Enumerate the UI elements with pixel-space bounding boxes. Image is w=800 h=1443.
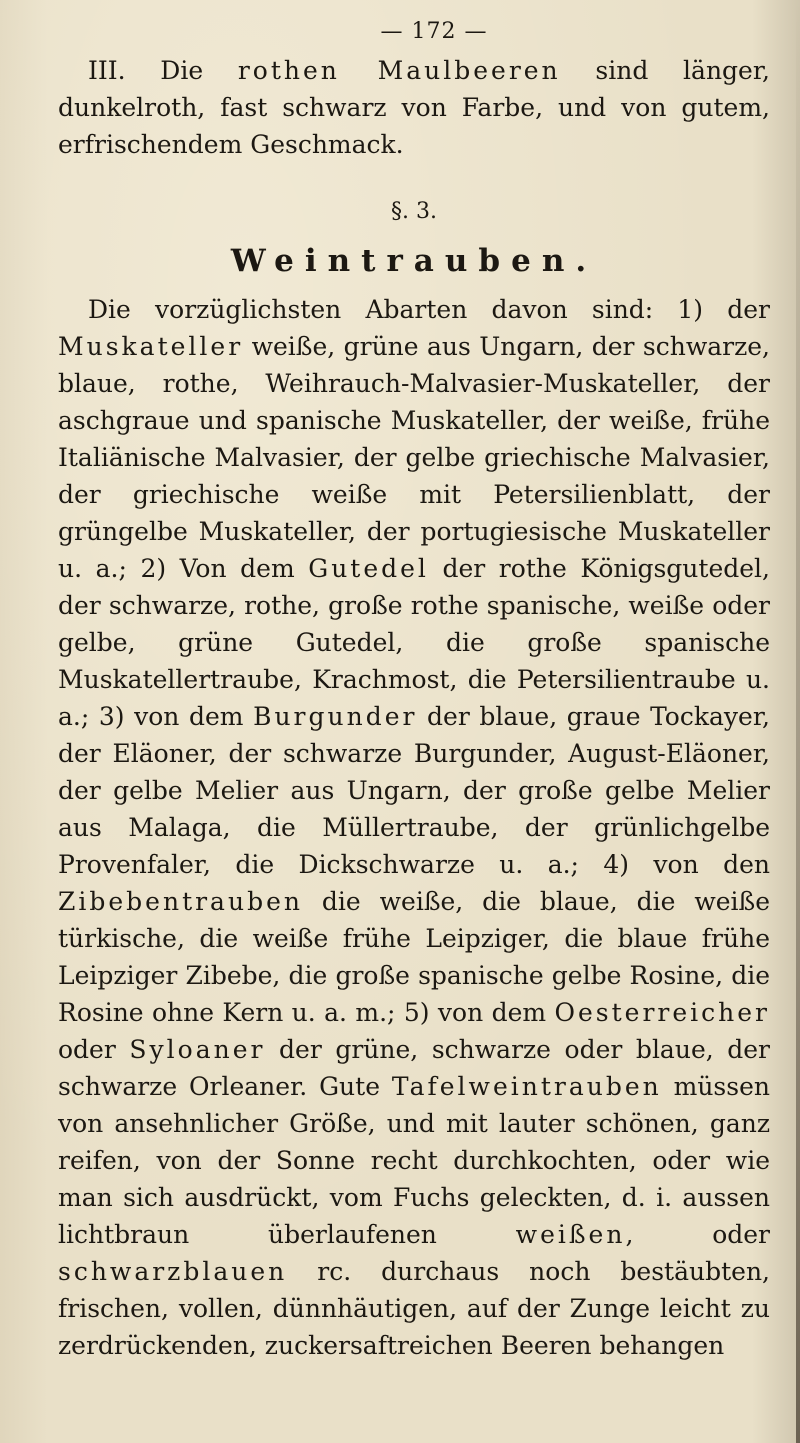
paragraph-text: der grüne, schwarze oder blaue, der schwarze Orleaner. Gute bbox=[58, 1035, 771, 1101]
paragraph-text: , oder bbox=[625, 1220, 770, 1249]
variety-term: Tafelweintrauben bbox=[391, 1072, 662, 1101]
paragraph-text: oder bbox=[58, 1035, 130, 1064]
variety-term: weißen bbox=[515, 1220, 626, 1249]
variety-term: Burgunder bbox=[253, 702, 418, 731]
page-edge-shadow bbox=[796, 0, 800, 1443]
paragraph-text: Die bbox=[125, 56, 238, 85]
variety-term: Oesterreicher bbox=[554, 998, 770, 1027]
variety-term: Syloaner bbox=[129, 1035, 266, 1064]
paragraph-red-mulberries bbox=[58, 52, 770, 163]
variety-term: Muskateller bbox=[58, 332, 244, 361]
paragraph-text: die weiße, die blaue, die weiße türkische, die weiße frühe Leipziger, die blaue frühe Leipziger Zibebe, die große spanische gelbe Rosine, die Rosine ohne Kern u. a. m.; 5) von dem bbox=[58, 887, 770, 1027]
section-number: §. 3. bbox=[391, 199, 437, 224]
variety-term: Gutedel bbox=[308, 554, 429, 583]
paragraph-text: der blaue, graue Tockayer, der Eläoner, der schwarze Burgunder, August-Eläoner, der gelbe Melier aus Ungarn, der große gelbe Melier aus Malaga, die Müllertraube, der grünlichgelbe Provenfaler, die Dickschwarze u. a.; 4) von den bbox=[58, 702, 770, 879]
page-number: — 172 — bbox=[380, 19, 488, 44]
paragraph-text: sind länger, dunkelroth, fast schwarz von Farbe, und von gutem, erfrischendem Geschmack. bbox=[58, 56, 770, 159]
paragraph-text: müssen von ansehnlicher Größe, und mit lauter schönen, ganz reifen, von der Sonne recht durchkochten, oder wie man sich ausdrückt, vom Fuchs geleckten, d. i. aussen lichtbraun überlaufenen bbox=[58, 1072, 770, 1249]
paragraph-subject: rothen Maulbeeren bbox=[237, 56, 561, 85]
section-title: Weintrauben. bbox=[230, 243, 598, 279]
paragraph-text: weiße, grüne aus Ungarn, der schwarze, blaue, rothe, Weihrauch-Malvasier-Muskateller, der aschgraue und spanische Muskateller, der weiße, frühe Italiänische Malvasier, der gelbe griechische Malvasier, der griechische weiße mit Petersilienblatt, der grüngelbe Muskateller, der portugiesische Muskateller u. a.; 2) Von dem bbox=[58, 332, 770, 583]
paragraph-grape-varieties bbox=[58, 291, 770, 1364]
variety-term: schwarzblauen bbox=[58, 1257, 288, 1286]
paragraph-text: der rothe Königsgutedel, der schwarze, rothe, große rothe spanische, weiße oder gelbe, grüne Gutedel, die große spanische Muskatellertraube, Krachmost, die Petersilientraube u. a.; 3) von dem bbox=[58, 554, 770, 731]
paragraph-text: Die vorzüglichsten Abarten davon sind: 1) der bbox=[88, 295, 770, 324]
variety-term: Zibebentrauben bbox=[58, 887, 303, 916]
paragraph-text: rc. durchaus noch bestäubten, frischen, vollen, dünnhäutigen, auf der Zunge leicht zu zerdrückenden, zuckersaftreichen Beeren behangen bbox=[58, 1257, 770, 1360]
paragraph-label: III. bbox=[88, 56, 126, 85]
